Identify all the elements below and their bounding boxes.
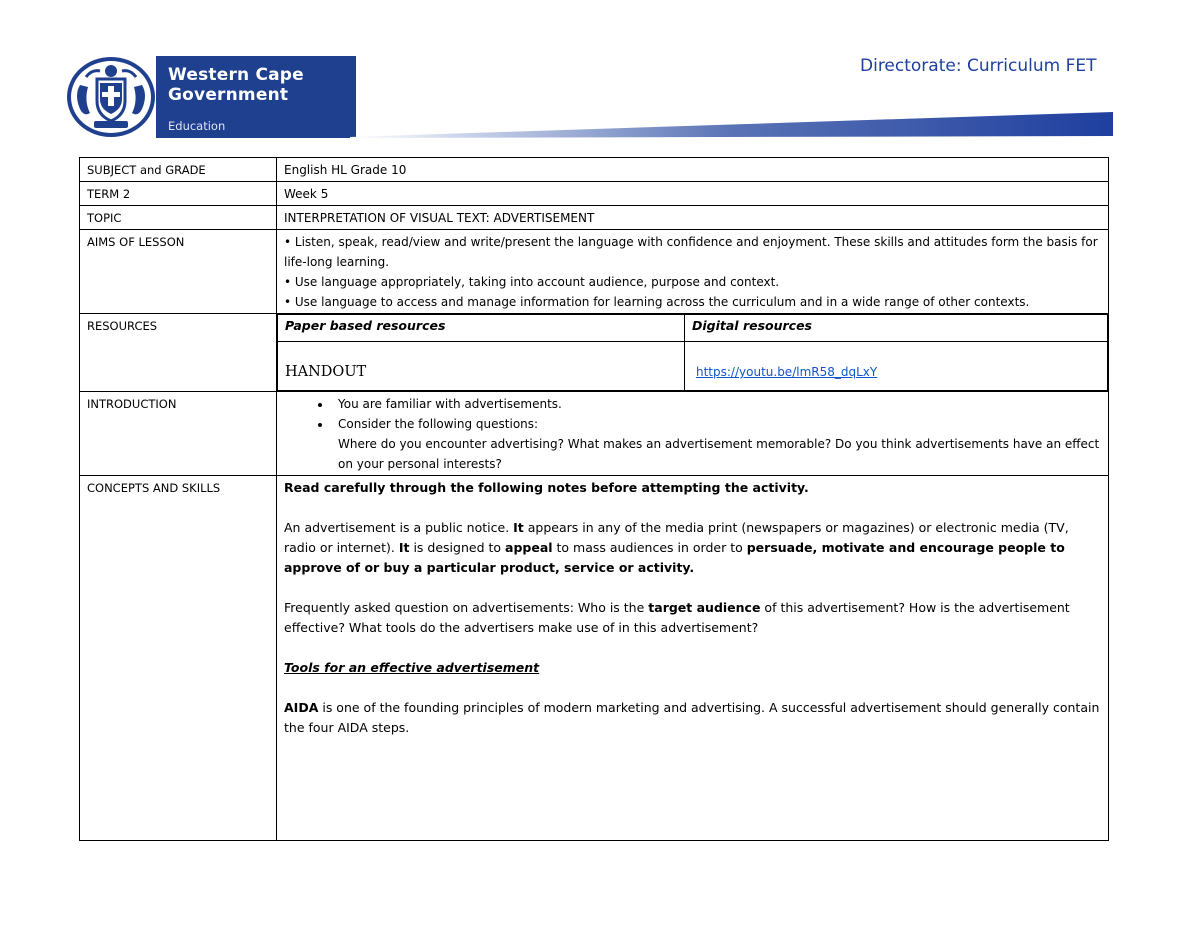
aims-value bbox=[277, 230, 1109, 314]
intro-list bbox=[284, 394, 1103, 474]
header-swoosh bbox=[350, 110, 1113, 138]
page-header bbox=[0, 0, 1200, 150]
concepts-paragraph-2: Frequently asked question on advertisements: Who is the target audience of this advertisement? How is the advertisement effective? What tools do the advertisers make use of in this advertisement? bbox=[284, 600, 1070, 635]
row-resources bbox=[80, 314, 1109, 392]
resources-subtable bbox=[277, 314, 1108, 391]
resources-value bbox=[277, 314, 1109, 392]
paper-resources-heading bbox=[278, 315, 685, 342]
topic-label: TOPIC bbox=[80, 206, 277, 230]
aim-item: • Listen, speak, read/view and write/present the language with confidence and enjoyment. These skills and attitudes form the basis for life-long learning. bbox=[284, 235, 1098, 269]
youtube-link[interactable]: https://youtu.be/lmR58_dqLxY bbox=[696, 365, 878, 379]
resources-label: RESOURCES bbox=[80, 314, 277, 392]
intro-questions: Where do you encounter advertising? What makes an advertisement memorable? Do you think advertisements have an effect on your personal interests? bbox=[338, 437, 1100, 471]
aim-item: • Use language appropriately, taking into account audience, purpose and context. bbox=[284, 275, 780, 289]
term-label: TERM 2 bbox=[80, 182, 277, 206]
row-introduction bbox=[80, 392, 1109, 476]
tools-heading: Tools for an effective advertisement bbox=[284, 660, 540, 675]
intro-bullet-text: Consider the following questions: bbox=[338, 417, 539, 431]
row-concepts bbox=[80, 476, 1109, 841]
lesson-plan-table bbox=[79, 157, 1109, 841]
aims-label: AIMS OF LESSON bbox=[80, 230, 277, 314]
paper-heading-text: Paper based resources bbox=[285, 318, 446, 333]
intro-bullet: • You are familiar with advertisements. bbox=[332, 394, 1103, 414]
row-subject bbox=[80, 158, 1109, 182]
subject-value: English HL Grade 10 bbox=[277, 158, 1109, 182]
logo-text-western-cape: Western Cape bbox=[168, 65, 304, 85]
paper-resources-cell bbox=[278, 342, 685, 391]
subject-label: SUBJECT and GRADE bbox=[80, 158, 277, 182]
row-topic bbox=[80, 206, 1109, 230]
logo-panel bbox=[156, 56, 356, 138]
introduction-label: INTRODUCTION bbox=[80, 392, 277, 476]
topic-value: INTERPRETATION OF VISUAL TEXT: ADVERTISEMENT bbox=[277, 206, 1109, 230]
concepts-paragraph-3: AIDA is one of the founding principles of modern marketing and advertising. A successful advertisement should generally contain the four AIDA steps. bbox=[284, 700, 1100, 735]
wcg-logo bbox=[64, 55, 356, 139]
concepts-value bbox=[277, 476, 1109, 841]
term-value: Week 5 bbox=[277, 182, 1109, 206]
introduction-value bbox=[277, 392, 1109, 476]
concepts-paragraph-1: An advertisement is a public notice. It appears in any of the media print (newspapers or magazines) or electronic media (TV, radio or internet). It is designed to appeal to mass audiences in order to persuade, motivate and encourage people to approve of or buy a particular product, service or activity. bbox=[284, 520, 1069, 575]
logo-text-government: Government bbox=[168, 85, 289, 105]
digital-resources-heading bbox=[685, 315, 1108, 342]
row-term bbox=[80, 182, 1109, 206]
directorate-title: Directorate: Curriculum FET bbox=[860, 56, 1097, 76]
digital-resources-cell bbox=[685, 342, 1108, 391]
digital-heading-text: Digital resources bbox=[692, 318, 813, 333]
coat-of-arms-icon bbox=[64, 55, 160, 139]
concepts-label: CONCEPTS AND SKILLS bbox=[80, 476, 277, 841]
concepts-heading: Read carefully through the following notes before attempting the activity. bbox=[284, 480, 809, 495]
handout-item: HANDOUT bbox=[285, 364, 367, 380]
logo-text-education: Education bbox=[168, 119, 226, 133]
row-aims bbox=[80, 230, 1109, 314]
intro-bullet bbox=[332, 414, 1103, 474]
aim-item: • Use language to access and manage information for learning across the curriculum and in a wide range of other contexts. bbox=[284, 295, 1030, 309]
